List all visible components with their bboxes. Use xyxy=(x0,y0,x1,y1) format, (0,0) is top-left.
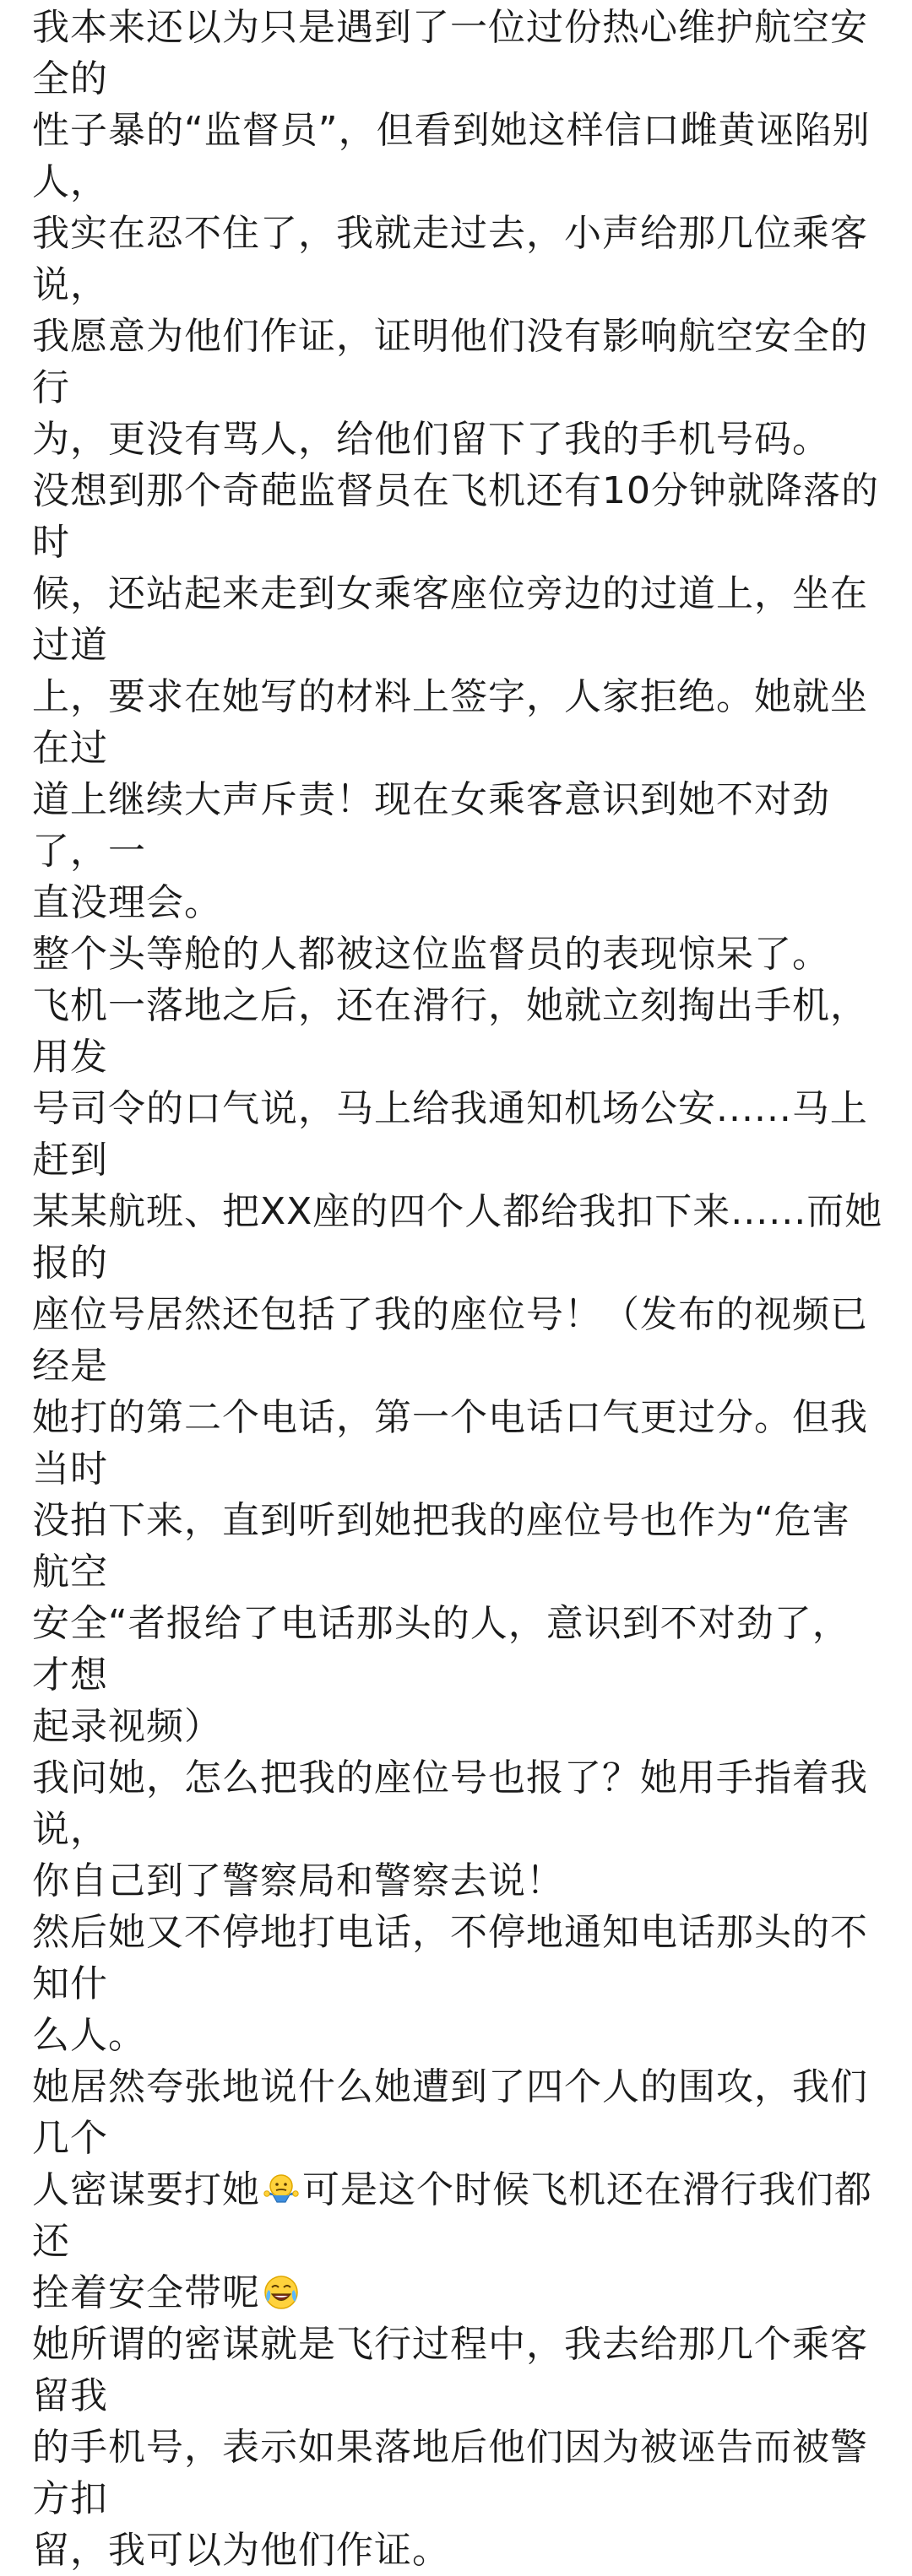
paragraph-7 xyxy=(32,2061,885,2319)
paragraph-1: 我本来还以为只是遇到了一位过份热心维护航空安全的 性子暴的“监督员”，但看到她这样信口雌黄诬陷别人， 我实在忍不住了，我就走过去，小声给那几位乘客说， 我愿意为他们作证，证明他们没有影响航空安全的行 为，更没有骂人，给他们留下了我的手机号码。 xyxy=(32,6,871,461)
paragraph-4: 飞机一落地之后，还在滑行，她就立刻掏出手机，用发 号司令的口气说，马上给我通知机场公安......马上赶到 某某航班、把XX座的四个人都给我扣下来......而她报的 座位号居然还包括了我的座位号！（发布的视频已经是 她打的第二个电话，第一个电话口气更过分。但我当时 没拍下来，直到听到她把我的座位号也作为“危害航空 安全“者报给了电话那头的人，意识到不对劲了，才想 起录视频） xyxy=(32,984,883,1748)
paragraph-7-text-a: 她居然夸张地说什么她遭到了四个人的围攻，我们几个 人密谋要打她 xyxy=(32,2065,868,2211)
paragraph-3: 整个头等舱的人都被这位监督员的表现惊呆了。 xyxy=(32,933,830,976)
paragraph-6: 然后她又不停地打电话，不停地通知电话那头的不知什 么人。 xyxy=(32,1911,868,2057)
paragraph-8: 她所谓的密谋就是飞行过程中，我去给那几个乘客留我 的手机号，表示如果落地后他们因为被诬告而被警方扣 留，我可以为他们作证。 xyxy=(32,2323,868,2572)
paragraph-5: 我问她，怎么把我的座位号也报了？她用手指着我说， 你自己到了警察局和警察去说！ xyxy=(32,1756,868,1902)
paragraph-2: 没想到那个奇葩监督员在飞机还有10分钟就降落的时 候，还站起来走到女乘客座位旁边的过道上，坐在过道 上，要求在她写的材料上签字，人家拒绝。她就坐在过 道上继续大声斥责！现在女乘客意识到她不对劲了，一 直没理会。 xyxy=(32,469,879,924)
laugh-cry-emoji-icon xyxy=(262,2273,301,2312)
paragraph-7-text-b: 可是这个时候飞机还在滑行我们都还 拴着安全带呢 xyxy=(32,2168,872,2314)
shrug-emoji-icon xyxy=(262,2170,301,2209)
post-body xyxy=(32,2,885,2576)
